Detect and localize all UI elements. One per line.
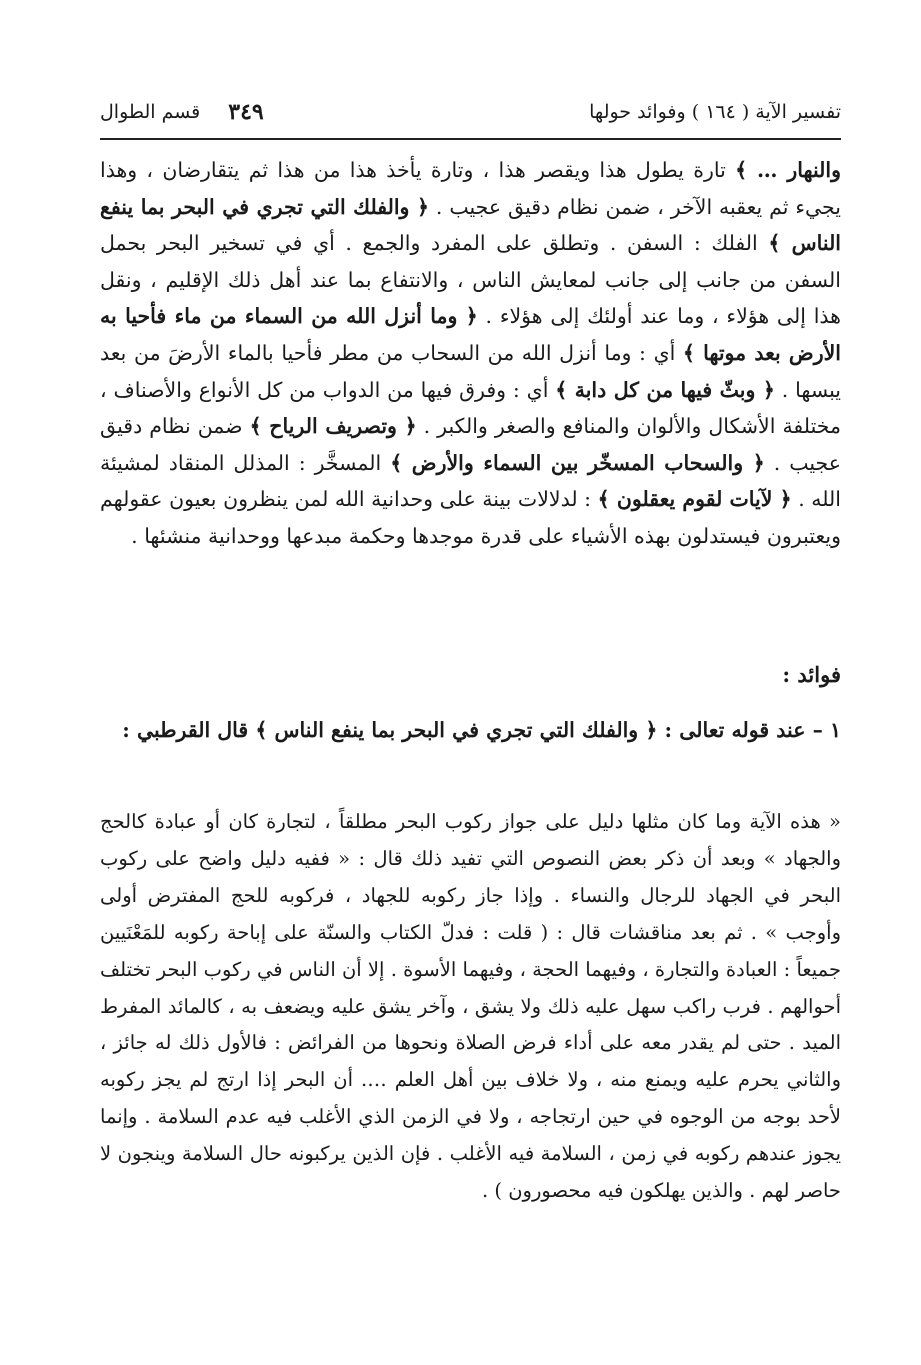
- benefit-intro: ١ – عند قوله تعالى :: [657, 718, 841, 742]
- benefits-heading: فوائد :: [782, 662, 841, 687]
- benefit-outro: قال القرطبي :: [122, 718, 256, 742]
- commentary-segment: أي : وما أنزل الله من السحاب من مطر فأحيا بالماء الأرضَ من بعد يبسها .: [100, 340, 841, 402]
- header-left-group: [100, 99, 264, 125]
- verse-fragment: ﴿ وتصريف الرياح ﴾: [249, 414, 417, 439]
- page-number: ٣٤٩: [228, 99, 264, 125]
- commentary-text: [100, 152, 841, 555]
- section-title: قسم الطوال: [100, 101, 201, 123]
- quote-text: « هذه الآية وما كان مثلها دليل على جواز ركوب البحر مطلقاً ، لتجارة كان أو عبادة كالحج والجهاد » وبعد أن ذكر بعض النصوص التي تفيد ذلك قال : « ففيه دليل واضح على ركوب البحر في الجهاد للرجال والنساء . وإذا جاز ركوبه للجهاد ، فركوبه للحج المفترض أولى وأوجب » . ثم بعد مناقشات قال : ( قلت : فدلّ الكتاب والسنّة على إباحة ركوبه للمَعْنَيين جميعاً : العبادة والتجارة ، وفيهما الحجة ، وفيهما الأسوة . إلا أن الناس في ركوب البحر تختلف أحوالهم . فرب راكب سهل عليه ذلك ولا يشق ، وآخر يشق عليه ويضعف به ، كالمائد المفرط الميد . حتى لم يقدر معه على أداء فرض الصلاة ونحوها من الفرائض : فالأول ذلك له جائز ، والثاني يحرم عليه ويمنع منه ، ولا خلاف بين أهل العلم …. أن البحر إذا ارتج لم يجز ركوبه لأحد بوجه من الوجوه في حين ارتجاجه ، ولا في الزمن الذي الأغلب فيه عدم السلامة . وإنما يجوز عندهم ركوبه في زمن ، السلامة فيه الأغلب . فإن الذين يركبونه حال السلامة وينجون لا حاصر لهم . والذين يهلكون فيه محصورون ) .: [100, 810, 841, 1203]
- commentary-segment: الفلك : السفن . وتطلق على المفرد والجمع . أي في تسخير البحر بحمل السفن من جانب إلى جانب لمعايش الناس ، والانتفاع بما عند أهل ذلك الإقليم ، ونقل هذا إلى هؤلاء ، وما عند أولئك إلى هؤلاء .: [100, 231, 841, 329]
- verse-fragment: ﴿ والفلك التي تجري في البحر بما ينفع الناس ﴾: [100, 194, 842, 256]
- commentary-segment: : لدلالات بينة على وحدانية الله لمن ينظرون بعيون عقولهم ويعتبرون فيستدلون بهذه الأشياء على قدرة موجدها وحكمة مبدعها ووحدانية منشئها .: [100, 487, 841, 548]
- verse-fragment: ﴿ وبثّ فيها من كل دابة ﴾: [555, 377, 775, 402]
- commentary-segment: ضمن نظام دقيق عجيب .: [100, 414, 841, 475]
- qurtubi-quote: [100, 804, 841, 1210]
- verse-fragment: والنهار … ﴾: [735, 158, 841, 182]
- commentary-paragraph: [100, 152, 841, 555]
- header-divider: [100, 138, 841, 140]
- verse-fragment: ﴿ والفلك التي تجري في البحر بما ينفع الناس ﴾: [255, 718, 658, 742]
- benefit-item-1: [100, 712, 841, 749]
- commentary-segment: المسخَّر : المذلل المنقاد لمشيئة الله .: [100, 450, 841, 512]
- running-header: [100, 92, 841, 132]
- verse-fragment: ﴿ والسحاب المسخّر بين السماء والأرض ﴾: [390, 450, 765, 475]
- commentary-segment: أي : وفرق فيها من الدواب من كل الأنواع والأصناف ، مختلفة الأشكال والألوان والمنافع والصغر والكبر .: [100, 377, 841, 439]
- verse-fragment: ﴿ وما أنزل الله من السماء من ماء فأحيا به الأرض بعد موتها ﴾: [100, 304, 841, 365]
- chapter-title: تفسير الآية ( ١٦٤ ) وفوائد حولها: [589, 101, 841, 123]
- commentary-segment: تارة يطول هذا ويقصر هذا ، وتارة يأخذ هذا من هذا ثم يتقارضان ، وهذا يجيء ثم يعقبه الآخر ، ضمن نظام دقيق عجيب .: [100, 158, 841, 219]
- verse-fragment: ﴿ لآيات لقوم يعقلون ﴾: [597, 487, 792, 512]
